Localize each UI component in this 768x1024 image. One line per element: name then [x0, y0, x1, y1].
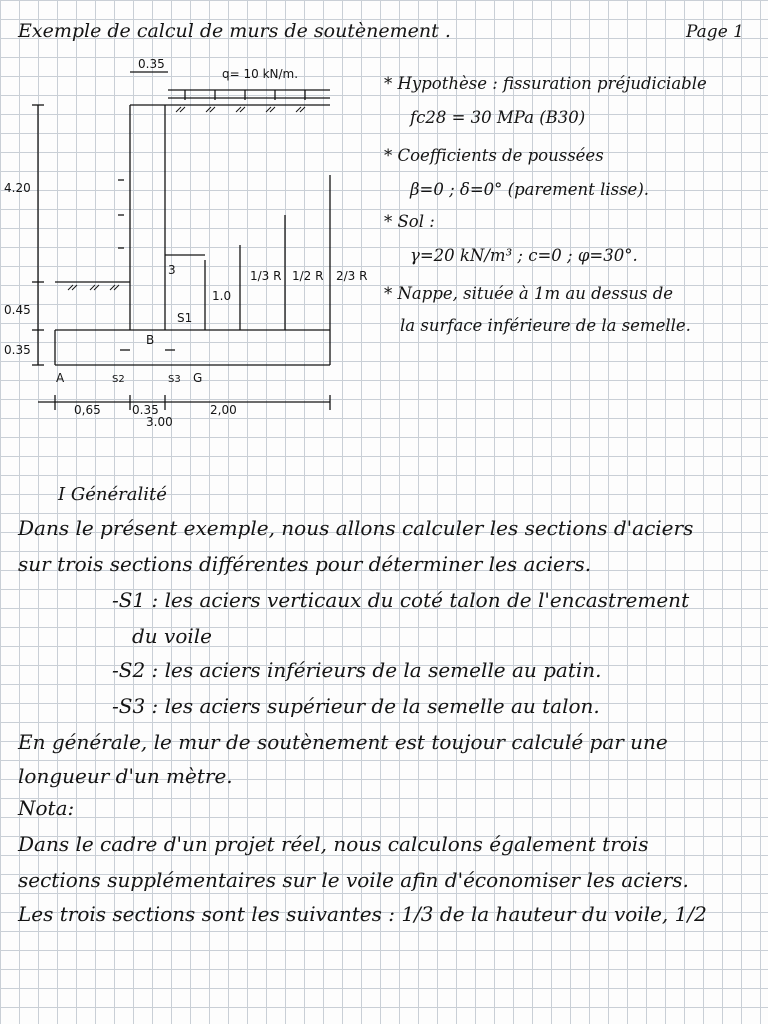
list-item-s3: -S3 : les aciers supérieur de la semelle au talon. [112, 694, 600, 718]
paragraph-line: Les trois sections sont les suivantes : 1/3 de la hauteur du voile, 1/2 [18, 902, 707, 926]
page-title: Exemple de calcul de murs de soutènement . [18, 20, 451, 42]
section-heading: I Généralité [58, 484, 167, 505]
paragraph-line: Dans le cadre d'un projet réel, nous calculons également trois [18, 832, 649, 856]
hypothesis-line-4: β=0 ; δ=0° (parement lisse). [410, 180, 650, 199]
dim-footing-height: 0.35 [4, 343, 31, 357]
retaining-wall-drawing [0, 50, 370, 430]
label-g: G [193, 371, 203, 385]
dim-heel: 2,00 [210, 403, 237, 417]
dim-wall-height: 4.20 [4, 181, 31, 195]
dim-stem: 0.35 [132, 403, 159, 417]
list-item-s1-cont: du voile [132, 624, 213, 648]
dim-front-soil: 0.45 [4, 303, 31, 317]
page-number: Page 1 [686, 22, 744, 42]
list-item-s1: -S1 : les aciers verticaux du coté talon de l'encastrement [112, 588, 690, 612]
dim-total: 3.00 [146, 415, 173, 429]
hypothesis-line-3: * Coefficients de poussées [384, 146, 604, 165]
paragraph-line: longueur d'un mètre. [18, 764, 233, 788]
label-a: A [56, 371, 65, 385]
hypothesis-line-1: * Hypothèse : fissuration préjudiciable [384, 74, 707, 93]
label-b: B [146, 333, 155, 347]
dim-r-third: 1/3 R [250, 269, 282, 283]
hypothesis-line-5: * Sol : [384, 212, 435, 231]
paragraph-line: sur trois sections différentes pour déterminer les aciers. [18, 552, 592, 576]
hypothesis-line-7: * Nappe, située à 1m au dessus de [384, 284, 674, 303]
label-s1: S1 [177, 311, 193, 325]
dim-top-width: 0.35 [138, 57, 165, 71]
water-mark: 3 [168, 263, 176, 277]
nota-label: Nota: [18, 796, 75, 820]
hypothesis-line-6: γ=20 kN/m³ ; c=0 ; φ=30°. [410, 246, 638, 265]
list-item-s2: -S2 : les aciers inférieurs de la semelle au patin. [112, 658, 602, 682]
dim-toe: 0,65 [74, 403, 101, 417]
paragraph-line: En générale, le mur de soutènement est toujour calculé par une [18, 730, 668, 754]
label-s3: S3 [168, 374, 181, 385]
dim-water: 1.0 [212, 289, 232, 303]
paragraph-line: sections supplémentaires sur le voile afin d'économiser les aciers. [18, 868, 689, 892]
label-s2: S2 [112, 374, 125, 385]
load-label: q= 10 kN/m. [222, 67, 299, 81]
dim-r-half: 1/2 R [292, 269, 324, 283]
dim-r-two-thirds: 2/3 R [336, 269, 368, 283]
hypothesis-line-8: la surface inférieure de la semelle. [400, 316, 691, 335]
hypothesis-line-2: fc28 = 30 MPa (B30) [410, 108, 586, 127]
paragraph-line: Dans le présent exemple, nous allons calculer les sections d'aciers [18, 516, 694, 540]
